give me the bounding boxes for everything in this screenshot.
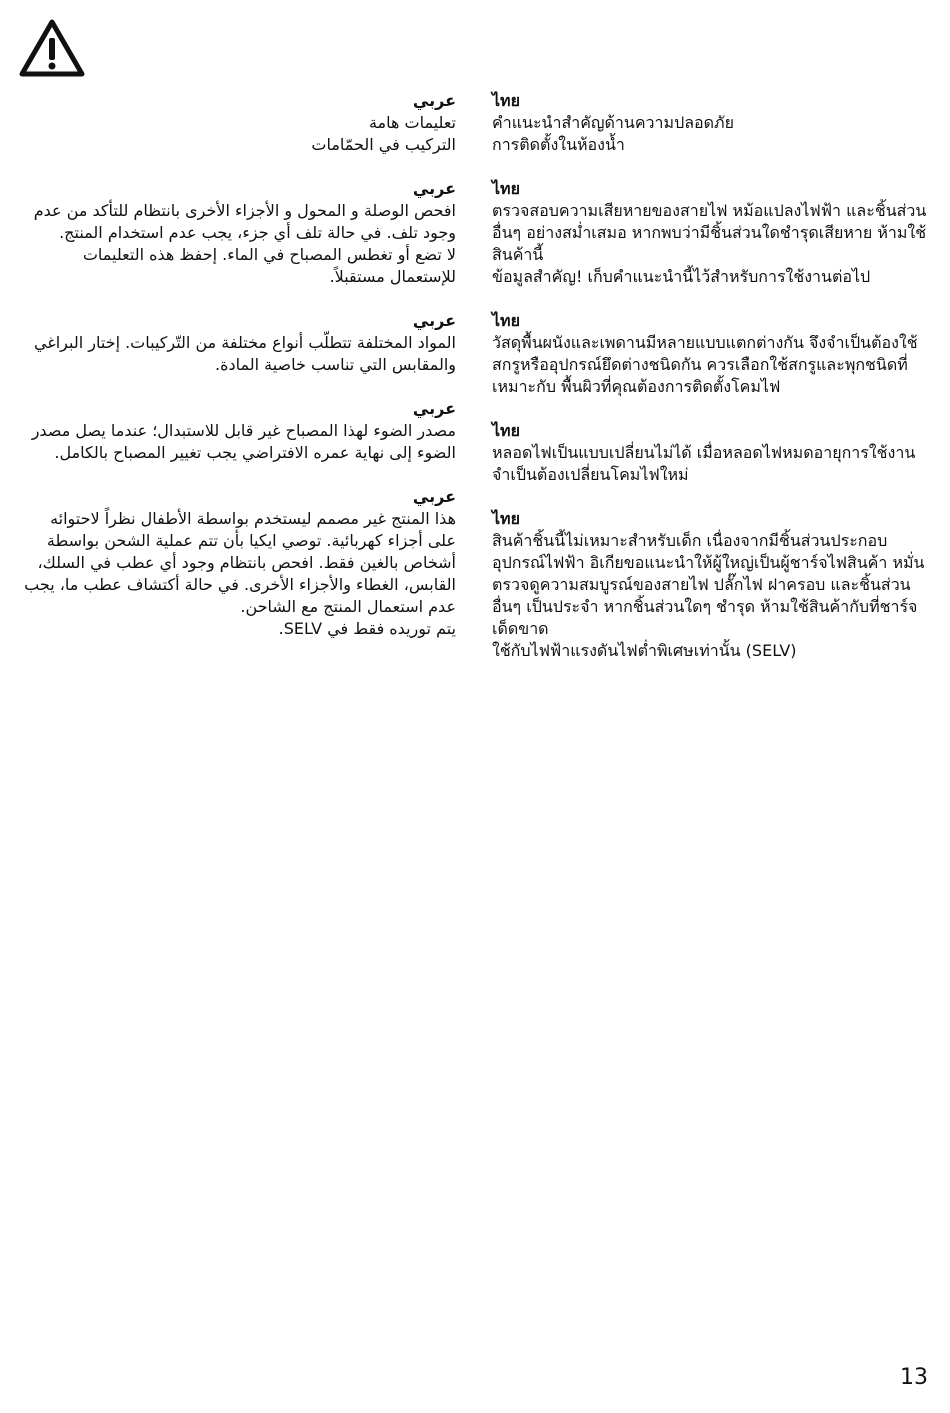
arabic-section bbox=[20, 398, 456, 464]
section-text: يتم توريده فقط في SELV. bbox=[278, 619, 456, 638]
arabic-section bbox=[20, 90, 456, 156]
section-text: ตรวจสอบความเสียหายของสายไฟ หม้อแปลงไฟฟ้า และชิ้นส่วนอื่นๆ อย่างสม่ำเสมอ หากพบว่ามีชิ้นส่วนใดชำรุดเสียหาย ห้ามใช้สินค้านี้ bbox=[492, 201, 927, 264]
thai-column bbox=[492, 90, 932, 684]
section-heading: ไทย bbox=[492, 311, 520, 330]
warning-triangle-icon bbox=[18, 18, 86, 78]
section-text: สินค้าชิ้นนี้ไม่เหมาะสำหรับเด็ก เนื่องจากมีชิ้นส่วนประกอบอุปกรณ์ไฟฟ้า อิเกียขอแนะนำให้ผู้ใหญ่เป็นผู้ชาร์จไฟสินค้า หมั่นตรวจดูความสมบูรณ์ของสายไฟ ปลั๊กไฟ ฝาครอบ และชิ้นส่วนอื่นๆ เป็นประจำ หากชิ้นส่วนใดๆ ชำรุด ห้ามใช้สินค้ากับที่ชาร์จเด็ดขาด bbox=[492, 531, 925, 638]
section-text: المواد المختلفة تتطلّب أنواع مختلفة من التّركيبات. إختار البراغي والمقابس التي تناسب خاصية المادة. bbox=[34, 333, 456, 374]
arabic-section bbox=[20, 310, 456, 376]
section-heading: عربي bbox=[412, 399, 456, 418]
section-heading: عربي bbox=[412, 487, 456, 506]
section-text: هذا المنتج غير مصمم ليستخدم بواسطة الأطفال نظراً لاحتوائه على أجزاء كهربائية. توصي ايكيا بأن تتم عملية الشحن بواسطة أشخاص بالغين فقط. افحص بانتظام وجود أي عطب في السلك، القابس، الغطاء والأجزاء الأخرى. في حالة أكتشاف عطب ما، يجب عدم استعمال المنتج مع الشاحن. bbox=[24, 509, 456, 616]
section-text: افحص الوصلة و المحول و الأجزاء الأخرى بانتظام للتأكد من عدم وجود تلف. في حالة تلف أي جزء، يجب عدم استخدام المنتج. bbox=[33, 201, 456, 242]
section-text: คำแนะนำสำคัญด้านความปลอดภัย การติดตั้งในห้องน้ำ bbox=[492, 113, 734, 154]
section-heading: عربي bbox=[412, 179, 456, 198]
section-text: مصدر الضوء لهذا المصباح غير قابل للاستبدال؛ عندما يصل مصدر الضوء إلى نهاية عمره الافتراضي يجب تغيير المصباح بالكامل. bbox=[31, 421, 456, 462]
section-text: ใช้กับไฟฟ้าแรงดันไฟต่ำพิเศษเท่านั้น (SELV) bbox=[492, 641, 797, 660]
section-heading: عربي bbox=[412, 311, 456, 330]
section-heading: ไทย bbox=[492, 179, 520, 198]
thai-section bbox=[492, 178, 932, 288]
page-number: 13 bbox=[900, 1365, 928, 1390]
arabic-column bbox=[20, 90, 456, 662]
thai-section bbox=[492, 90, 932, 156]
section-heading: ไทย bbox=[492, 421, 520, 440]
section-heading: ไทย bbox=[492, 91, 520, 110]
section-text: วัสดุพื้นผนังและเพดานมีหลายแบบแตกต่างกัน จึงจำเป็นต้องใช้สกรูหรืออุปกรณ์ยึดต่างชนิดกัน ควรเลือกใช้สกรูและพุกชนิดที่เหมาะกับ พื้นผิวที่คุณต้องการติดตั้งโคมไฟ bbox=[492, 333, 918, 396]
section-text: หลอดไฟเป็นแบบเปลี่ยนไม่ได้ เมื่อหลอดไฟหมดอายุการใช้งาน จำเป็นต้องเปลี่ยนโคมไฟใหม่ bbox=[492, 443, 916, 484]
section-text: تعليمات هامة التركيب في الحمّامات bbox=[311, 113, 456, 154]
thai-section bbox=[492, 420, 932, 486]
thai-section bbox=[492, 508, 932, 662]
arabic-section bbox=[20, 486, 456, 640]
arabic-section bbox=[20, 178, 456, 288]
section-text: ข้อมูลสำคัญ! เก็บคำแนะนำนี้ไว้สำหรับการใช้งานต่อไป bbox=[492, 267, 871, 286]
section-heading: عربي bbox=[412, 91, 456, 110]
section-heading: ไทย bbox=[492, 509, 520, 528]
thai-section bbox=[492, 310, 932, 398]
section-text: لا تضع أو تغطس المصباح في الماء. إحفظ هذه التعليمات للإستعمال مستقبلاً. bbox=[82, 245, 456, 286]
